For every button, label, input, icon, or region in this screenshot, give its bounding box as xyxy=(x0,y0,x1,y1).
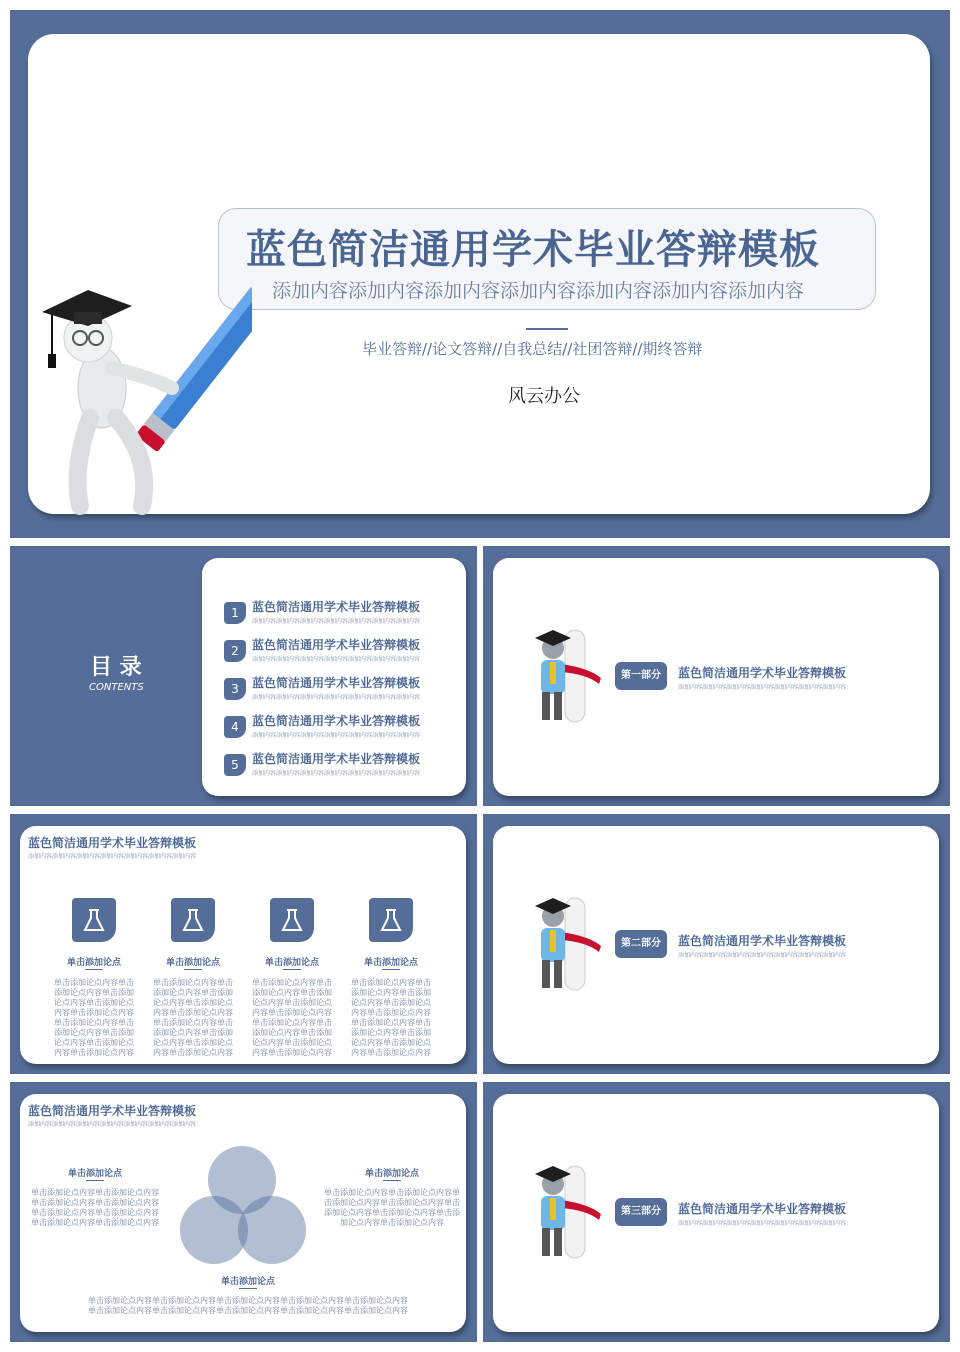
flask-icon-3 xyxy=(270,898,314,942)
four-col-text-3: 单击添加论点内容单击添加论点内容单击添加论点内容单击添加论点内容单击添加论点内容单击添加论点内容单击添加论点内容单击添加论点内容单击添加论点内容单击添加论点内容 xyxy=(252,978,332,1057)
graduate-scroll-figure-2 xyxy=(531,892,611,992)
venn-right-label: 单击添加论点 xyxy=(364,1169,419,1179)
toc-item-sub-4: 添加内容添加内容添加内容添加内容添加内容添加内容添加内容 xyxy=(252,732,421,739)
four-col-divider-1 xyxy=(85,969,103,970)
cover-author: 风云办公 xyxy=(508,386,580,407)
four-col-text-1: 单击添加论点内容单击添加论点内容单击添加论点内容单击添加论点内容单击添加论点内容单击添加论点内容单击添加论点内容单击添加论点内容单击添加论点内容单击添加论点内容 xyxy=(54,978,134,1057)
graduate-scroll-figure-3 xyxy=(531,1160,611,1260)
four-col-text-4: 单击添加论点内容单击添加论点内容单击添加论点内容单击添加论点内容单击添加论点内容单击添加论点内容单击添加论点内容单击添加论点内容单击添加论点内容单击添加论点内容 xyxy=(351,978,431,1057)
venn-left-divider xyxy=(86,1180,104,1181)
cover-title: 蓝色简洁通用学术毕业答辩模板 xyxy=(246,227,820,273)
toc-heading-en: CONTENTS xyxy=(89,682,144,693)
cover-subtitle: 添加内容添加内容添加内容添加内容添加内容添加内容添加内容 xyxy=(272,280,805,302)
section-title-1: 蓝色简洁通用学术毕业答辩模板 xyxy=(678,666,847,680)
section-title-2: 蓝色简洁通用学术毕业答辩模板 xyxy=(678,934,847,948)
section-sub-1: 添加内容添加内容添加内容添加内容添加内容添加内容添加内容 xyxy=(678,684,847,691)
toc-heading: 目 录 xyxy=(90,655,142,680)
section-badge-2: 第二部分 xyxy=(615,930,667,958)
four-sub: 添加内容添加内容添加内容添加内容添加内容添加内容添加内容 xyxy=(28,853,197,860)
section-slide-3 xyxy=(483,1082,950,1342)
toc-item-title-4[interactable]: 蓝色简洁通用学术毕业答辩模板 xyxy=(252,714,421,728)
venn-right-text: 单击添加论点内容单击添加论点内容单击添加论点内容单击添加论点内容单击添加论点内容单击添加论点内容单击添加论点内容单击添加论点内容 xyxy=(324,1188,460,1227)
venn-slide xyxy=(10,1082,477,1342)
four-col-label-4: 单击添加论点 xyxy=(363,958,418,968)
cover-divider xyxy=(526,328,568,330)
venn-title: 蓝色简洁通用学术毕业答辩模板 xyxy=(28,1104,197,1118)
venn-left-text: 单击添加论点内容单击添加论点内容单击添加论点内容单击添加论点内容单击添加论点内容单击添加论点内容单击添加论点内容单击添加论点内容 xyxy=(31,1188,159,1227)
four-col-divider-4 xyxy=(382,969,400,970)
section-slide-2 xyxy=(483,814,950,1074)
toc-num-2: 2 xyxy=(224,640,246,662)
graduate-pencil-figure xyxy=(32,268,252,518)
venn-bottom-divider xyxy=(239,1288,257,1289)
toc-item-title-1[interactable]: 蓝色简洁通用学术毕业答辩模板 xyxy=(252,600,421,614)
four-col-label-2: 单击添加论点 xyxy=(165,958,220,968)
toc-num-3: 3 xyxy=(224,678,246,700)
toc-item-title-3[interactable]: 蓝色简洁通用学术毕业答辩模板 xyxy=(252,676,421,690)
toc-num-1: 1 xyxy=(224,602,246,624)
flask-icon-2 xyxy=(171,898,215,942)
venn-sub: 添加内容添加内容添加内容添加内容添加内容添加内容添加内容 xyxy=(28,1121,197,1128)
four-col-text-2: 单击添加论点内容单击添加论点内容单击添加论点内容单击添加论点内容单击添加论点内容单击添加论点内容单击添加论点内容单击添加论点内容单击添加论点内容单击添加论点内容 xyxy=(153,978,233,1057)
toc-item-sub-3: 添加内容添加内容添加内容添加内容添加内容添加内容添加内容 xyxy=(252,694,421,701)
section-badge-1: 第一部分 xyxy=(615,662,667,690)
toc-item-sub-2: 添加内容添加内容添加内容添加内容添加内容添加内容添加内容 xyxy=(252,656,421,663)
section-title-3: 蓝色简洁通用学术毕业答辩模板 xyxy=(678,1202,847,1216)
cover-tags: 毕业答辩//论文答辩//自我总结//社团答辩//期终答辩 xyxy=(362,340,703,358)
toc-item-sub-5: 添加内容添加内容添加内容添加内容添加内容添加内容添加内容 xyxy=(252,770,421,777)
graduate-scroll-figure-1 xyxy=(531,624,611,724)
toc-item-title-5[interactable]: 蓝色简洁通用学术毕业答辩模板 xyxy=(252,752,421,766)
venn-bottom-text: 单击添加论点内容单击添加论点内容单击添加论点内容单击添加论点内容单击添加论点内容单击添加论点内容单击添加论点内容单击添加论点内容单击添加论点内容单击添加论点内容 xyxy=(88,1296,408,1315)
venn-diagram xyxy=(176,1144,312,1276)
section-sub-3: 添加内容添加内容添加内容添加内容添加内容添加内容添加内容 xyxy=(678,1220,847,1227)
toc-item-sub-1: 添加内容添加内容添加内容添加内容添加内容添加内容添加内容 xyxy=(252,618,421,625)
section-sub-2: 添加内容添加内容添加内容添加内容添加内容添加内容添加内容 xyxy=(678,952,847,959)
venn-left-label: 单击添加论点 xyxy=(67,1169,122,1179)
toc-num-4: 4 xyxy=(224,716,246,738)
toc-item-title-2[interactable]: 蓝色简洁通用学术毕业答辩模板 xyxy=(252,638,421,652)
toc-slide xyxy=(10,546,477,806)
flask-icon-4 xyxy=(369,898,413,942)
section-badge-3: 第三部分 xyxy=(615,1198,667,1226)
four-point-slide xyxy=(10,814,477,1074)
four-col-divider-3 xyxy=(283,969,301,970)
venn-right-divider xyxy=(383,1180,401,1181)
toc-num-5: 5 xyxy=(224,754,246,776)
flask-icon-1 xyxy=(72,898,116,942)
section-slide-1 xyxy=(483,546,950,806)
four-col-label-3: 单击添加论点 xyxy=(264,958,319,968)
cover-slide xyxy=(10,10,950,538)
four-col-divider-2 xyxy=(184,969,202,970)
four-title: 蓝色简洁通用学术毕业答辩模板 xyxy=(28,836,197,850)
four-col-label-1: 单击添加论点 xyxy=(66,958,121,968)
venn-bottom-label: 单击添加论点 xyxy=(220,1277,275,1287)
